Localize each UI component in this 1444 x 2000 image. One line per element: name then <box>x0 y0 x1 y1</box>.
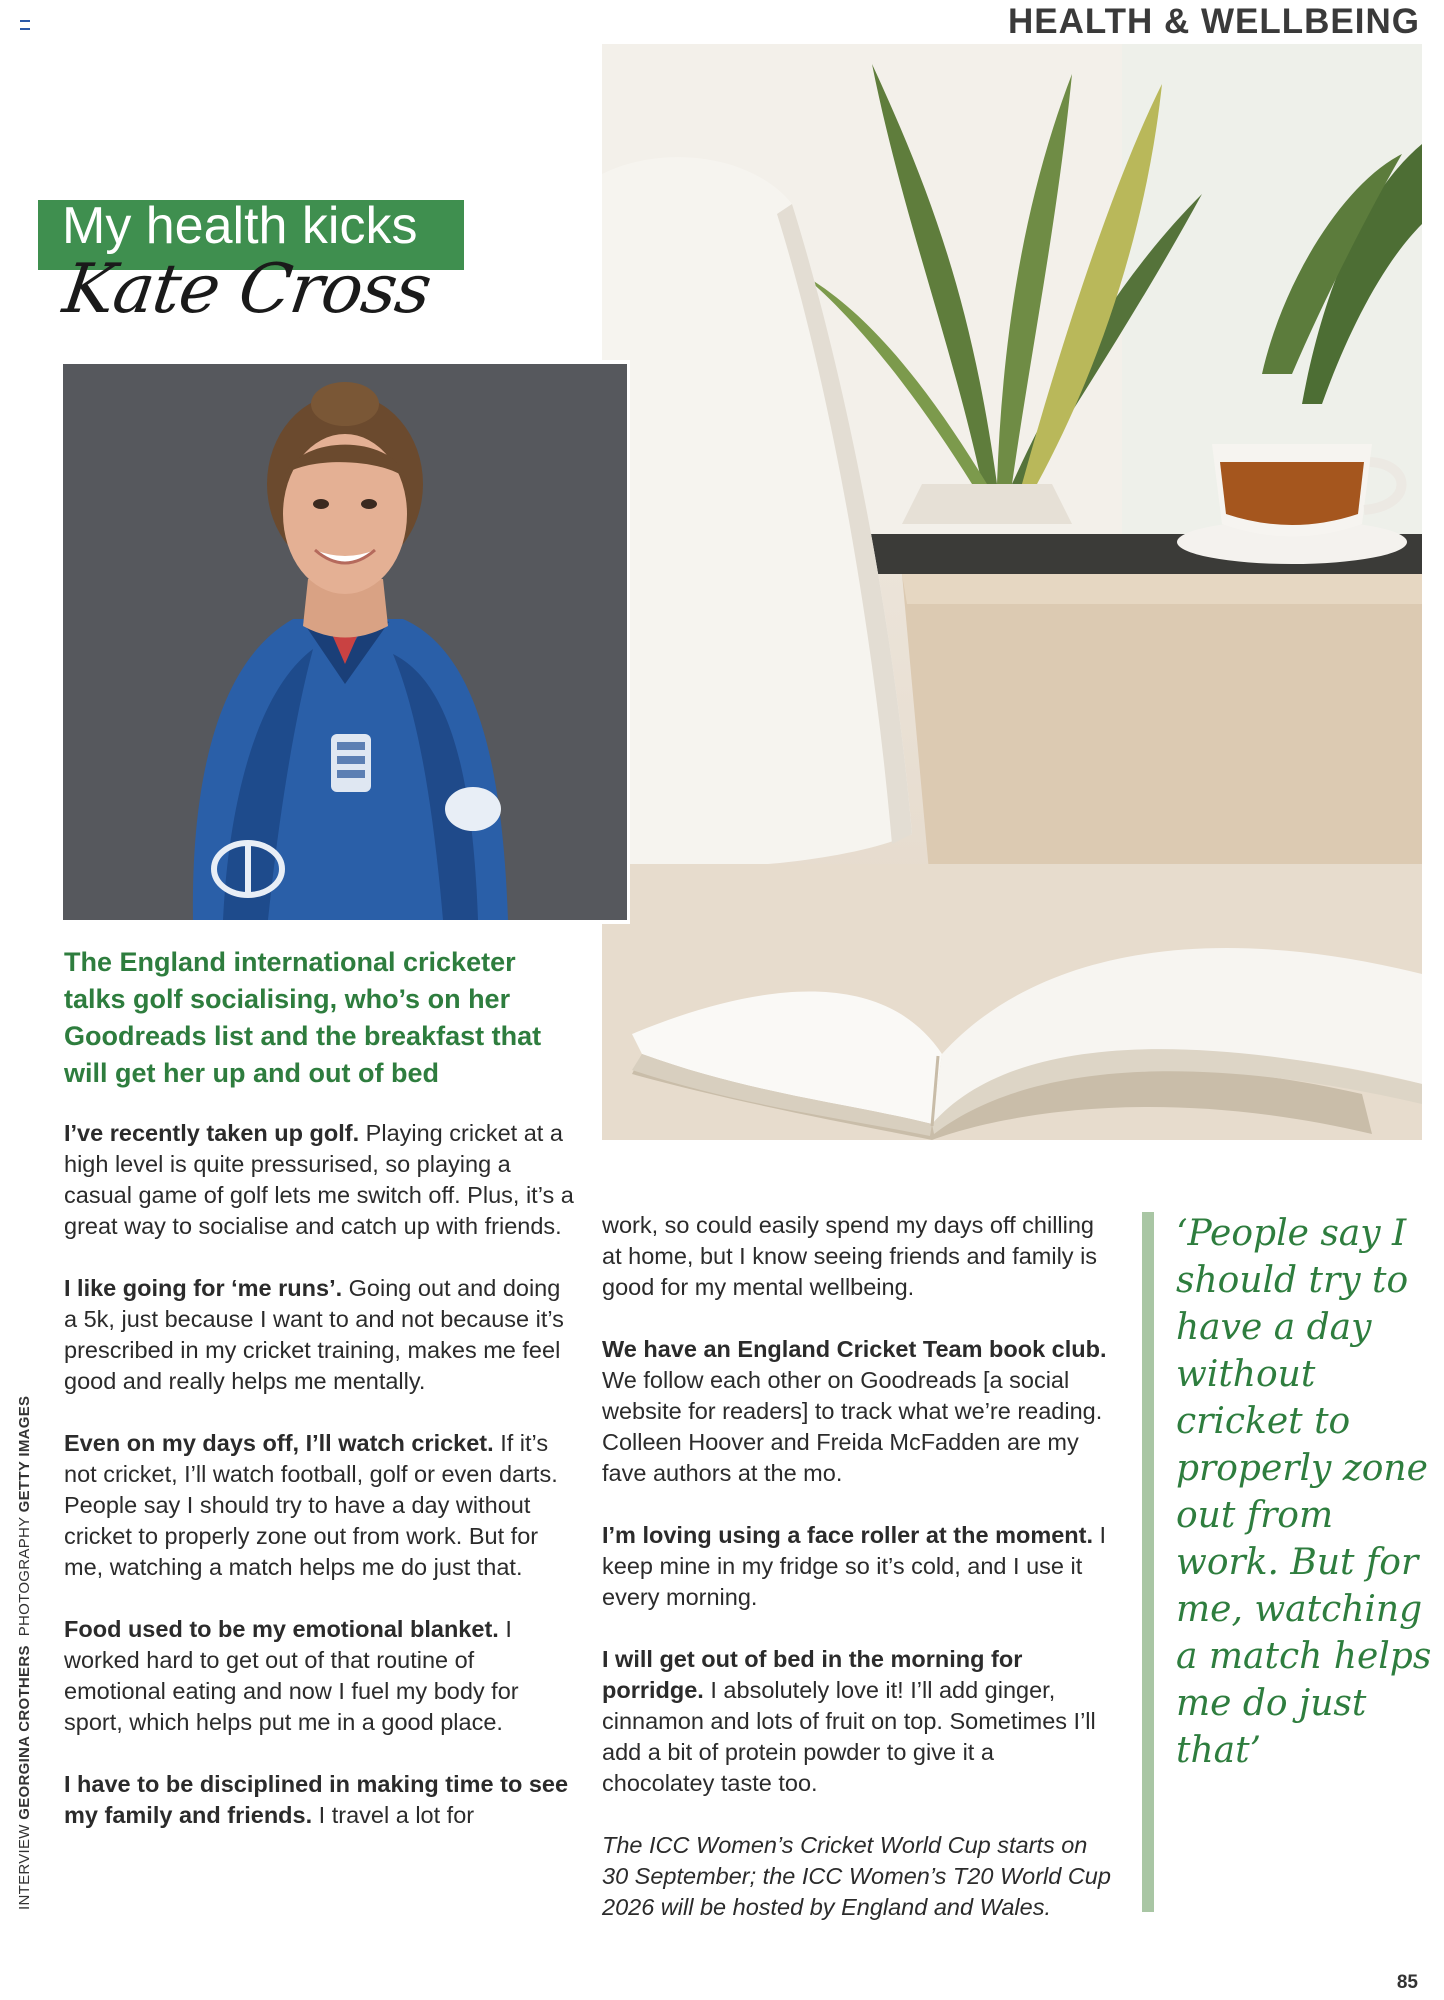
paragraph <box>602 1520 1112 1613</box>
paragraph-lead: I have to be disciplined in making time to see my family and friends. <box>64 1771 569 1828</box>
paragraph-lead: Even on my days off, I’ll watch cricket. <box>64 1430 494 1456</box>
paragraph <box>64 1118 574 1242</box>
paragraph-lead: I will get out of bed in the morning for porridge. <box>602 1646 1023 1703</box>
pull-quote: ‘People say I should try to have a day without cricket to properly zone out from work. But for me, watching a match helps me do just that’ <box>1176 1213 1432 1771</box>
body-column-2 <box>602 1210 1112 1954</box>
interview-label: INTERVIEW <box>16 1824 33 1910</box>
body-column-1 <box>64 1118 574 1862</box>
paragraph-text: I absolutely love it! I’ll add ginger, cinnamon and lots of fruit on top. Sometimes I’ll add a bit of protein powder to give it a chocolatey taste too. <box>602 1677 1096 1796</box>
paragraph <box>64 1769 574 1831</box>
paragraph-text: I travel a lot for <box>312 1802 475 1828</box>
page-number: 85 <box>1396 1972 1418 1993</box>
paragraph <box>602 1334 1112 1489</box>
portrait-photo <box>63 364 627 920</box>
book-on-sofa-icon <box>602 44 1422 1140</box>
paragraph-lead: We have an England Cricket Team book club. <box>602 1336 1107 1362</box>
subject-name: Kate Cross <box>58 250 436 329</box>
paragraph <box>64 1273 574 1397</box>
paragraph-text: If it’s not cricket, I’ll watch football, golf or even darts. People say I should try to have a day without cricket to properly zone out from work. But for me, watching a match helps me do just that. <box>64 1430 558 1580</box>
photo-name: GETTY IMAGES <box>16 1395 33 1513</box>
paragraph <box>602 1644 1112 1799</box>
paragraph-lead: I’m loving using a face roller at the moment. <box>602 1522 1093 1548</box>
paragraph-text: Playing cricket at a high level is quite pressurised, so playing a casual game of golf lets me switch off. Plus, it’s a great way to socialise and catch up with friends. <box>64 1120 574 1239</box>
paragraph-text: I worked hard to get out of that routine of emotional eating and now I fuel my body for sport, which helps put me in a good place. <box>64 1616 519 1735</box>
photo-label: PHOTOGRAPHY <box>16 1516 33 1637</box>
interview-name: GEORGINA CROTHERS <box>16 1645 33 1820</box>
paragraph-text: We follow each other on Goodreads [a social website for readers] to track what we’re reading. Colleen Hoover and Freida McFadden are my fave authors at the mo. <box>602 1367 1103 1486</box>
standfirst: The England international cricketer talks golf socialising, who’s on her Goodreads list and the breakfast that will get her up and out of bed <box>64 947 542 1088</box>
series-title: My health kicks <box>62 197 418 255</box>
paragraph-lead: I like going for ‘me runs’. <box>64 1275 343 1301</box>
paragraph-text: I keep mine in my fridge so it’s cold, and I use it every morning. <box>602 1522 1107 1610</box>
crest-icon <box>331 734 371 792</box>
paragraph <box>64 1428 574 1583</box>
corner-mark <box>20 20 30 30</box>
section-header: HEALTH & WELLBEING <box>1007 2 1420 41</box>
paragraph-continuation: work, so could easily spend my days off chilling at home, but I know seeing friends and family is good for my mental wellbeing. <box>602 1212 1098 1300</box>
paragraph-lead: Food used to be my emotional blanket. <box>64 1616 499 1642</box>
hero-photo <box>602 44 1422 1140</box>
cricketer-portrait-icon <box>63 364 627 920</box>
quote-bar <box>1142 1212 1154 1912</box>
paragraph-lead: I’ve recently taken up golf. <box>64 1120 360 1146</box>
paragraph-text: Going out and doing a 5k, just because I want to and not because it’s prescribed in my cricket training, makes me feel good and really helps me mentally. <box>64 1275 564 1394</box>
paragraph <box>64 1614 574 1738</box>
photo-credit <box>16 1396 33 1910</box>
footnote: The ICC Women’s Cricket World Cup starts on 30 September; the ICC Women’s T20 World Cup 2026 will be hosted by England and Wales. <box>602 1832 1111 1920</box>
